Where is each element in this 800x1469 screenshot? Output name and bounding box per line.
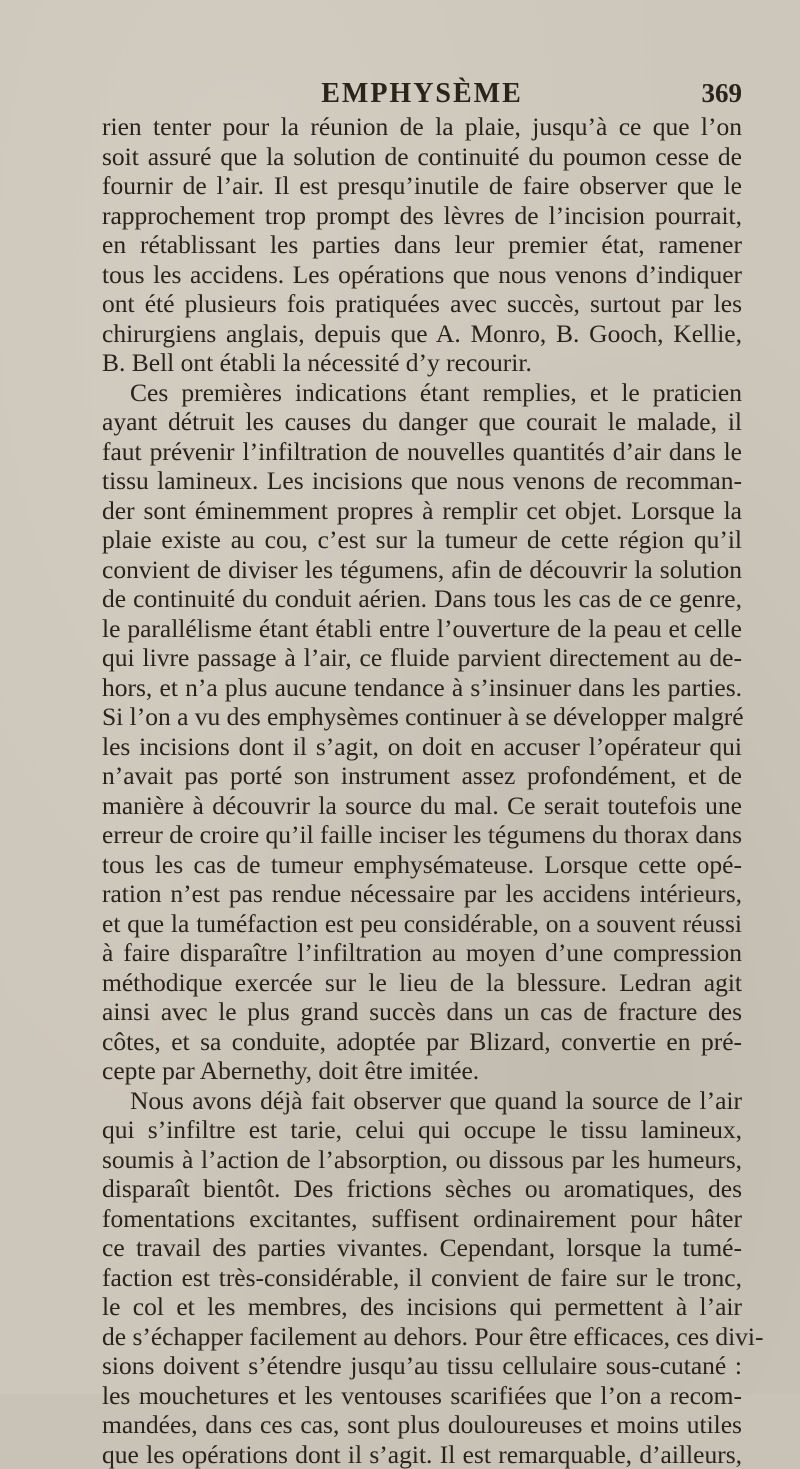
text-line: manière à découvrir la source du mal. Ce serait toutefois une — [102, 791, 742, 821]
text-line: hors, et n’a plus aucune tendance à s’insinuer dans les parties. — [102, 673, 742, 703]
text-line: tissu lamineux. Les incisions que nous venons de recomman- — [102, 466, 742, 496]
text-line: Nous avons déjà fait observer que quand la source de l’air — [102, 1086, 742, 1116]
text-line: rien tenter pour la réunion de la plaie, jusqu’à ce que l’on — [102, 112, 742, 142]
text-line: qui s’infiltre est tarie, celui qui occupe le tissu lamineux, — [102, 1115, 742, 1145]
text-line: que les opérations dont il s’agit. Il est remarquable, d’ailleurs, — [102, 1440, 742, 1469]
text-line: der sont éminemment propres à remplir cet objet. Lorsque la — [102, 496, 742, 526]
text-line: de continuité du conduit aérien. Dans tous les cas de ce genre, — [102, 584, 742, 614]
text-line: B. Bell ont établi la nécessité d’y recourir. — [102, 348, 742, 378]
text-line: Ces premières indications étant remplies, et le praticien — [102, 378, 742, 408]
text-line: plaie existe au cou, c’est sur la tumeur de cette région qu’il — [102, 525, 742, 555]
text-line: de s’échapper facilement au dehors. Pour être efficaces, ces divi- — [102, 1322, 742, 1352]
text-line: ayant détruit les causes du danger que courait le malade, il — [102, 407, 742, 437]
text-line: soumis à l’action de l’absorption, ou dissous par les humeurs, — [102, 1145, 742, 1175]
text-line: ce travail des parties vivantes. Cependant, lorsque la tumé- — [102, 1233, 742, 1263]
text-line: les incisions dont il s’agit, on doit en accuser l’opérateur qui — [102, 732, 742, 762]
text-line: le parallélisme étant établi entre l’ouverture de la peau et celle — [102, 614, 742, 644]
page-number: 369 — [702, 78, 743, 109]
page-header — [102, 78, 742, 112]
text-line: méthodique exercée sur le lieu de la blessure. Ledran agit — [102, 968, 742, 998]
text-line: ration n’est pas rendue nécessaire par les accidens intérieurs, — [102, 879, 742, 909]
text-line: cepte par Abernethy, doit être imitée. — [102, 1056, 742, 1086]
text-line: n’avait pas porté son instrument assez profondément, et de — [102, 761, 742, 791]
text-line: soit assuré que la solution de continuité du poumon cesse de — [102, 142, 742, 172]
text-line: ont été plusieurs fois pratiquées avec succès, surtout par les — [102, 289, 742, 319]
text-line: erreur de croire qu’il faille inciser les tégumens du thorax dans — [102, 820, 742, 850]
text-line: chirurgiens anglais, depuis que A. Monro, B. Gooch, Kellie, — [102, 319, 742, 349]
text-line: faction est très-considérable, il convient de faire sur le tronc, — [102, 1263, 742, 1293]
text-line: tous les cas de tumeur emphysémateuse. Lorsque cette opé- — [102, 850, 742, 880]
text-line: convient de diviser les tégumens, afin de découvrir la solution — [102, 555, 742, 585]
text-line: à faire disparaître l’infiltration au moyen d’une compression — [102, 938, 742, 968]
text-line: fomentations excitantes, suffisent ordinairement pour hâter — [102, 1204, 742, 1234]
text-line: ainsi avec le plus grand succès dans un cas de fracture des — [102, 997, 742, 1027]
text-line: disparaît bientôt. Des frictions sèches ou aromatiques, des — [102, 1174, 742, 1204]
text-line: sions doivent s’étendre jusqu’au tissu cellulaire sous-cutané : — [102, 1351, 742, 1381]
text-line: les mouchetures et les ventouses scarifiées que l’on a recom- — [102, 1381, 742, 1411]
text-line: mandées, dans ces cas, sont plus douloureuses et moins utiles — [102, 1410, 742, 1440]
text-line: en rétablissant les parties dans leur premier état, ramener — [102, 230, 742, 260]
text-line: fournir de l’air. Il est presqu’inutile de faire observer que le — [102, 171, 742, 201]
text-line: Si l’on a vu des emphysèmes continuer à se développer malgré — [102, 702, 742, 732]
text-line: qui livre passage à l’air, ce fluide parvient directement au de- — [102, 643, 742, 673]
text-line: côtes, et sa conduite, adoptée par Blizard, convertie en pré- — [102, 1027, 742, 1057]
body-text — [102, 112, 742, 1469]
text-line: et que la tuméfaction est peu considérable, on a souvent réussi — [102, 909, 742, 939]
running-title: EMPHYSÈME — [102, 78, 742, 110]
text-line: faut prévenir l’infiltration de nouvelles quantités d’air dans le — [102, 437, 742, 467]
text-line: le col et les membres, des incisions qui permettent à l’air — [102, 1292, 742, 1322]
text-line: rapprochement trop prompt des lèvres de l’incision pourrait, — [102, 201, 742, 231]
text-line: tous les accidens. Les opérations que nous venons d’indiquer — [102, 260, 742, 290]
